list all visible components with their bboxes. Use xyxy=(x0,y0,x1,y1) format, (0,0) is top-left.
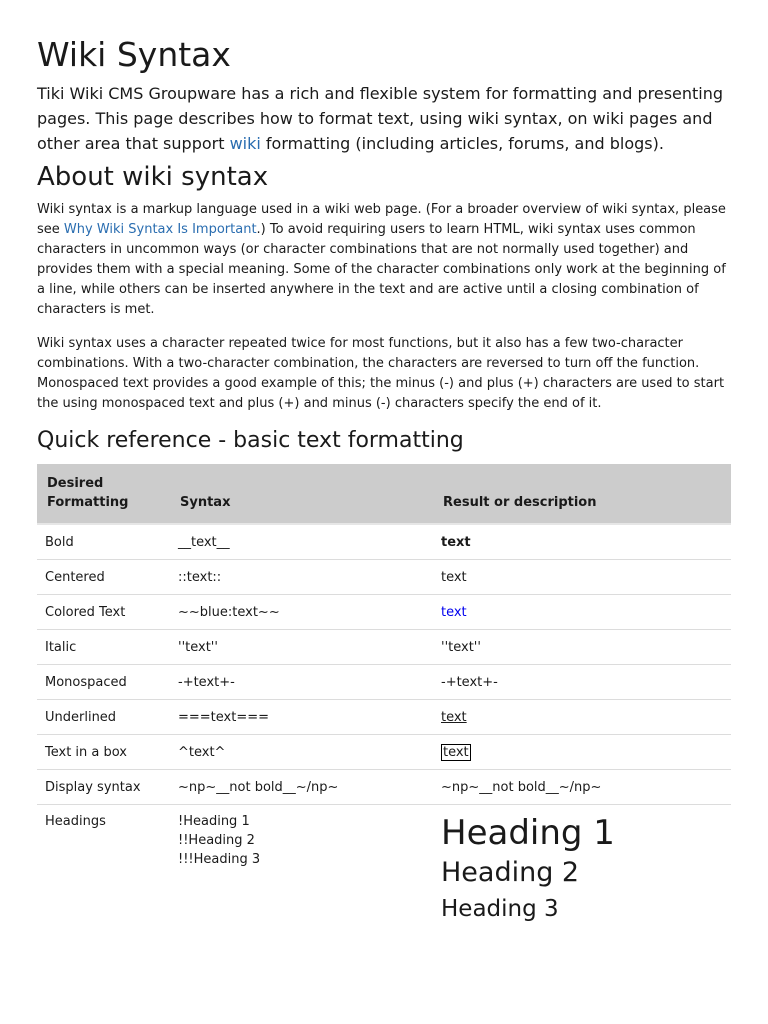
table-row-monospaced xyxy=(37,665,731,700)
row-syntax: __text__ xyxy=(170,524,433,560)
syntax-heading-2: !!Heading 2 xyxy=(178,833,255,848)
row-result: -+text+- xyxy=(433,665,731,700)
row-syntax: -+text+- xyxy=(170,665,433,700)
table-row-centered xyxy=(37,560,731,595)
page-title: Wiki Syntax xyxy=(37,35,231,74)
row-syntax: ~~blue:text~~ xyxy=(170,595,433,630)
row-name: Text in a box xyxy=(37,735,170,770)
header-desired-line2: Formatting xyxy=(47,495,129,510)
row-result xyxy=(433,735,731,770)
wiki-link[interactable]: wiki xyxy=(229,134,261,153)
row-syntax: ''text'' xyxy=(170,630,433,665)
row-syntax: ^text^ xyxy=(170,735,433,770)
row-name: Underlined xyxy=(37,700,170,735)
result-underlined-text: text xyxy=(441,709,467,725)
result-heading-3: Heading 3 xyxy=(441,896,559,922)
result-heading-2: Heading 2 xyxy=(441,857,580,888)
row-syntax: ===text=== xyxy=(170,700,433,735)
about-p1-after: .) To avoid requiring users to learn HTML, wiki syntax uses common characters in uncommon ways (or character combinations that are not normally used together) and provides them with a special meaning. Some of the character combinations only work at the beginning of a line, while others can be inserted anywhere in the text and are active until a closing combination of characters is met. xyxy=(37,222,726,317)
row-result xyxy=(433,700,731,735)
header-result: Result or description xyxy=(433,464,731,524)
header-syntax: Syntax xyxy=(170,464,433,524)
row-syntax: ~np~__not bold__~/np~ xyxy=(170,770,433,805)
row-name: Centered xyxy=(37,560,170,595)
row-name: Display syntax xyxy=(37,770,170,805)
about-heading: About wiki syntax xyxy=(37,162,269,192)
about-paragraph-1 xyxy=(37,200,731,320)
about-paragraph-2: Wiki syntax uses a character repeated twice for most functions, but it also has a few two-character combinations. With a two-character combination, the characters are reversed to turn off the function. Monospaced text provides a good example of this; the minus (-) and plus (+) characters are used to start the using monospaced text and plus (+) and minus (-) characters specify the end of it. xyxy=(37,336,725,411)
row-name: Bold xyxy=(37,524,170,560)
row-result xyxy=(433,805,731,926)
row-result xyxy=(433,524,731,560)
table-row-colored-text xyxy=(37,595,731,630)
result-boxed-text: text xyxy=(443,744,469,760)
header-desired-formatting xyxy=(37,464,170,524)
header-desired-line1: Desired xyxy=(47,476,104,491)
quick-reference-table xyxy=(37,464,731,925)
row-result xyxy=(433,595,731,630)
result-bold-text: text xyxy=(441,534,471,550)
row-result: text xyxy=(433,560,731,595)
table-row-text-in-box xyxy=(37,735,731,770)
result-heading-1: Heading 1 xyxy=(441,813,615,853)
table-row-italic xyxy=(37,630,731,665)
intro-text-after: formatting (including articles, forums, and blogs). xyxy=(260,134,664,153)
row-name: Headings xyxy=(45,814,106,829)
intro-text-before: Tiki Wiki CMS Groupware has a rich and flexible system for formatting and presenting pages. This page describes how to format text, using wiki syntax, on wiki pages and other area that support xyxy=(37,84,724,153)
about-p1-before: Wiki syntax is a markup language used in a wiki web page. (For a broader overview of wiki syntax, please see xyxy=(37,202,726,237)
table-row-display-syntax xyxy=(37,770,731,805)
intro-paragraph xyxy=(37,81,731,156)
row-name: Colored Text xyxy=(37,595,170,630)
row-name: Monospaced xyxy=(37,665,170,700)
row-syntax xyxy=(170,805,433,926)
row-syntax: ::text:: xyxy=(170,560,433,595)
quick-reference-heading: Quick reference - basic text formatting xyxy=(37,428,464,453)
why-wiki-syntax-link[interactable]: Why Wiki Syntax Is Important xyxy=(63,222,257,237)
table-row-headings xyxy=(37,805,731,926)
row-name: Italic xyxy=(37,630,170,665)
row-result: ''text'' xyxy=(433,630,731,665)
result-blue-text: text xyxy=(441,604,467,620)
table-header-row xyxy=(37,464,731,524)
syntax-heading-1: !Heading 1 xyxy=(178,814,250,829)
table-row-bold xyxy=(37,524,731,560)
row-result: ~np~__not bold__~/np~ xyxy=(433,770,731,805)
table-row-underlined xyxy=(37,700,731,735)
syntax-heading-3: !!!Heading 3 xyxy=(178,852,261,867)
